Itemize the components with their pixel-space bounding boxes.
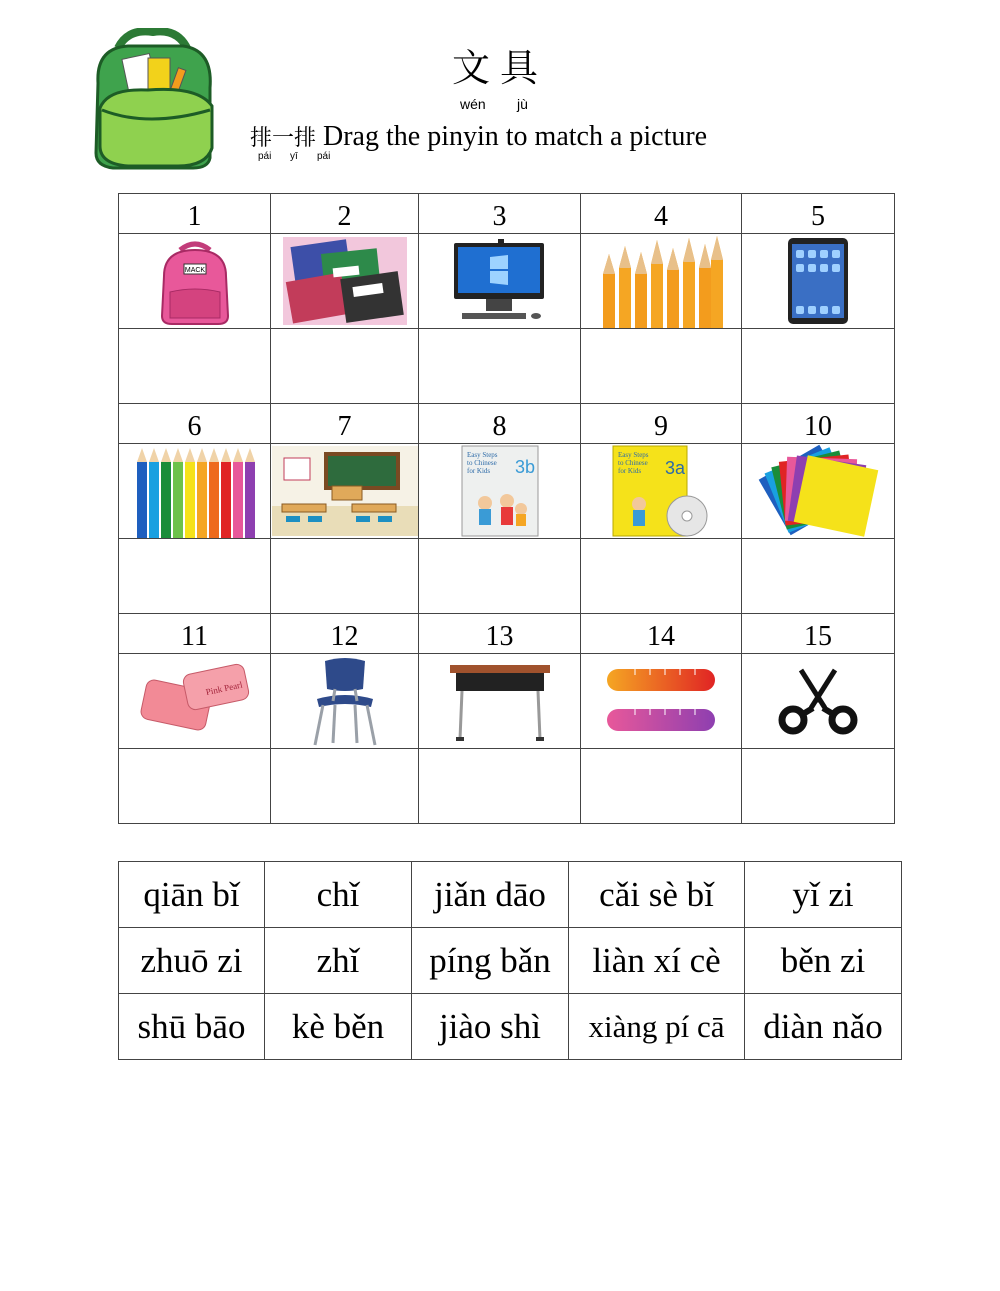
colored-paper-icon (754, 444, 882, 538)
title-pinyin-1: wén (460, 96, 486, 112)
item-number-2: 2 (271, 194, 419, 234)
item-number-12: 12 (271, 614, 419, 654)
pinyin-tile[interactable]: chǐ (265, 862, 412, 928)
drop-zone-3[interactable] (419, 329, 581, 404)
svg-text:3b: 3b (514, 457, 535, 477)
svg-text:Easy Steps: Easy Steps (618, 451, 649, 459)
drop-zone-12[interactable] (271, 749, 419, 824)
bag-tag-text: MACK (184, 267, 205, 274)
drop-zone-9[interactable] (581, 539, 742, 614)
item-number-4: 4 (581, 194, 742, 234)
picture-cell-6 (119, 444, 271, 539)
pencils-icon (599, 234, 723, 328)
picture-cell-7 (271, 444, 419, 539)
tablet-icon (786, 236, 850, 326)
picture-cell-14 (581, 654, 742, 749)
instruction-text: Drag the pinyin to match a picture (323, 121, 708, 152)
item-number-5: 5 (742, 194, 895, 234)
pinyin-tile[interactable]: zhuō zi (119, 928, 265, 994)
drop-zone-10[interactable] (742, 539, 895, 614)
workbook-icon (611, 444, 711, 538)
item-number-6: 6 (119, 404, 271, 444)
page-title: 文具 (451, 46, 548, 90)
backpack-icon (150, 236, 240, 326)
picture-cell-3 (419, 234, 581, 329)
picture-cell-2 (271, 234, 419, 329)
pinyin-tile[interactable]: cǎi sè bǐ (569, 862, 745, 928)
scissors-icon (773, 664, 863, 738)
svg-text:to Chinese: to Chinese (618, 459, 648, 467)
pinyin-tile[interactable]: zhǐ (265, 928, 412, 994)
backpack-illustration (88, 28, 218, 170)
picture-cell-9 (581, 444, 742, 539)
svg-text:for Kids: for Kids (618, 467, 642, 475)
instruction-pinyin-2: yī (290, 151, 298, 162)
drop-zone-8[interactable] (419, 539, 581, 614)
pinyin-tile[interactable]: shū bāo (119, 994, 265, 1060)
picture-cell-1 (119, 234, 271, 329)
item-number-13: 13 (419, 614, 581, 654)
picture-cell-4 (581, 234, 742, 329)
picture-cell-8 (419, 444, 581, 539)
drop-zone-11[interactable] (119, 749, 271, 824)
item-number-7: 7 (271, 404, 419, 444)
pinyin-tile[interactable]: liàn xí cè (569, 928, 745, 994)
pinyin-bank (118, 861, 902, 1060)
pinyin-tile[interactable]: diàn nǎo (745, 994, 902, 1060)
pinyin-tile[interactable]: běn zi (745, 928, 902, 994)
pinyin-tile[interactable]: kè běn (265, 994, 412, 1060)
drop-zone-4[interactable] (581, 329, 742, 404)
svg-text:to Chinese: to Chinese (466, 459, 497, 467)
svg-text:Pink Pearl: Pink Pearl (204, 679, 243, 698)
instruction-hanzi: 排一排 (250, 126, 317, 151)
computer-icon (450, 237, 550, 325)
eraser-icon (135, 661, 255, 741)
textbook-icon (461, 445, 539, 537)
svg-text:3a: 3a (665, 458, 686, 478)
pinyin-tile[interactable]: yǐ zi (745, 862, 902, 928)
item-number-1: 1 (119, 194, 271, 234)
picture-cell-11 (119, 654, 271, 749)
drop-zone-7[interactable] (271, 539, 419, 614)
pinyin-tile[interactable]: jiǎn dāo (412, 862, 569, 928)
drop-zone-5[interactable] (742, 329, 895, 404)
instruction-pinyin-1: pái (258, 151, 272, 162)
picture-grid (118, 193, 895, 824)
picture-cell-15 (742, 654, 895, 749)
item-number-15: 15 (742, 614, 895, 654)
drop-zone-13[interactable] (419, 749, 581, 824)
pinyin-tile[interactable]: jiào shì (412, 994, 569, 1060)
drop-zone-15[interactable] (742, 749, 895, 824)
drop-zone-14[interactable] (581, 749, 742, 824)
drop-zone-2[interactable] (271, 329, 419, 404)
svg-text:Easy Steps: Easy Steps (466, 451, 498, 459)
item-number-11: 11 (119, 614, 271, 654)
picture-cell-12 (271, 654, 419, 749)
drop-zone-6[interactable] (119, 539, 271, 614)
chair-icon (305, 655, 385, 747)
instruction-pinyin-3: pái (317, 151, 331, 162)
item-number-10: 10 (742, 404, 895, 444)
ruler-icon (605, 663, 717, 739)
picture-cell-13 (419, 654, 581, 749)
pinyin-tile[interactable]: xiàng pí cā (569, 994, 745, 1060)
item-number-9: 9 (581, 404, 742, 444)
pinyin-tile[interactable]: qiān bǐ (119, 862, 265, 928)
item-number-14: 14 (581, 614, 742, 654)
item-number-3: 3 (419, 194, 581, 234)
picture-cell-10 (742, 444, 895, 539)
svg-text:for Kids: for Kids (466, 467, 490, 475)
notebooks-icon (283, 237, 407, 325)
picture-cell-5 (742, 234, 895, 329)
drop-zone-1[interactable] (119, 329, 271, 404)
item-number-8: 8 (419, 404, 581, 444)
pinyin-tile[interactable]: píng bǎn (412, 928, 569, 994)
desk-icon (448, 659, 552, 743)
title-pinyin-2: jù (517, 96, 528, 112)
classroom-icon (272, 446, 418, 536)
colored-pencils-icon (135, 444, 255, 538)
